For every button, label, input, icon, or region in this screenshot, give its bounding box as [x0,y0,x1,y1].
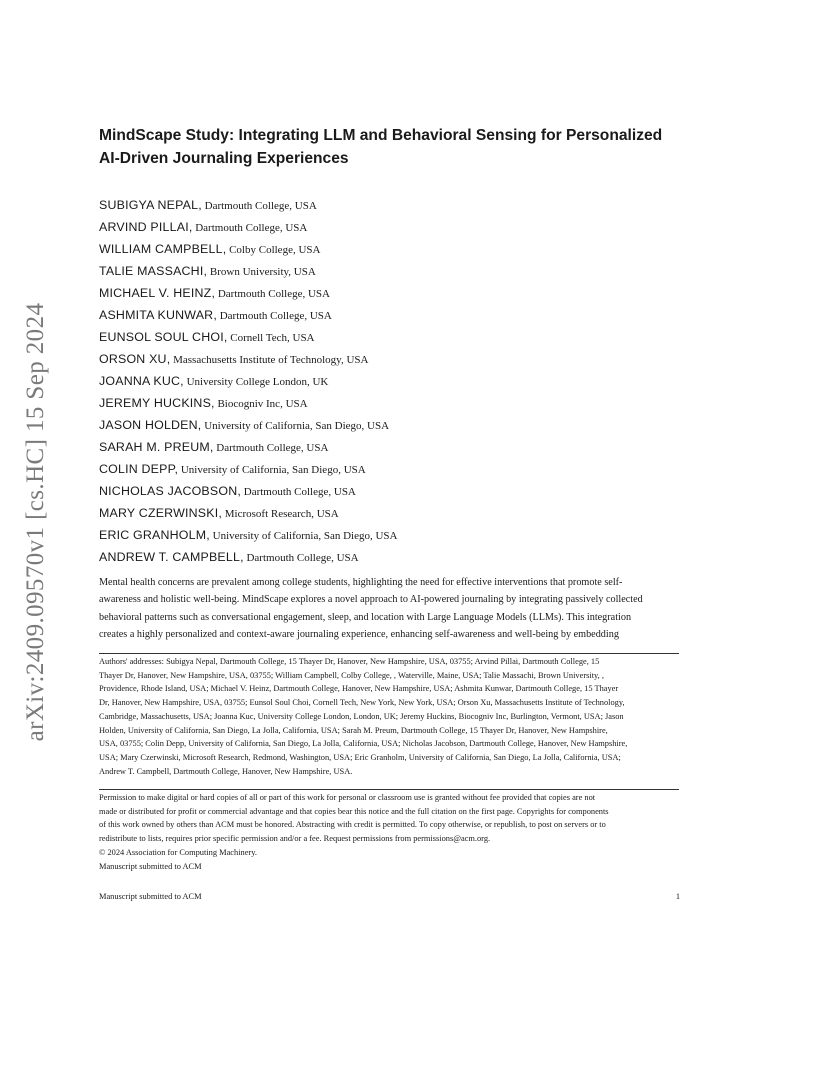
author-name: NICHOLAS JACOBSON, [99,484,241,498]
address-line: Dr, Hanover, New Hampshire, USA, 03755; Eunsol Soul Choi, Cornell Tech, New York, New York, USA; Orson Xu, Massachusetts Institute of Technology, [99,698,625,708]
permission-notice [99,791,679,873]
address-line: Thayer Dr, Hanover, New Hampshire, USA, 03755; William Campbell, Colby College, , Waterville, Maine, USA; Talie Massachi, Brown University, , [99,670,604,680]
author-entry [99,546,397,568]
author-affiliation: University College London, UK [183,376,329,388]
author-name: TALIE MASSACHI, [99,264,208,278]
author-entry [99,194,397,216]
abstract [99,574,679,643]
arxiv-identifier: arXiv:2409.09570v1 [cs.HC] 15 Sep 2024 [22,302,49,742]
author-name: ORSON XU, [99,352,171,366]
author-entry [99,502,397,524]
author-entry [99,216,397,238]
submission-line: Manuscript submitted to ACM [99,861,202,871]
author-name: ARVIND PILLAI, [99,220,193,234]
author-name: JASON HOLDEN, [99,418,202,432]
author-name: ERIC GRANHOLM, [99,528,210,542]
permission-line: Permission to make digital or hard copies of all or part of this work for personal or classroom use is granted without fee provided that copies are not [99,793,596,802]
address-line: USA; Mary Czerwinski, Microsoft Research, Redmond, Washington, USA; Eric Granholm, University of California, San Diego, La Jolla, California, USA; [99,752,621,762]
author-affiliation: Microsoft Research, USA [222,508,339,520]
author-name: JEREMY HUCKINS, [99,396,215,410]
page-number: 1 [675,892,680,901]
authors-addresses [99,655,679,778]
author-entry [99,260,397,282]
author-entry [99,414,397,436]
permission-divider [99,789,679,790]
author-entry [99,370,397,392]
author-affiliation: Brown University, USA [207,266,316,278]
author-entry [99,392,397,414]
author-name: MARY CZERWINSKI, [99,506,222,520]
address-line: Authors' addresses: Subigya Nepal, Dartmouth College, 15 Thayer Dr, Hanover, New Hampshire, USA, 03755; Arvind Pillai, Dartmouth College, 15 [99,657,600,666]
author-name: SUBIGYA NEPAL, [99,198,202,212]
author-affiliation: Biocogniv Inc, USA [214,398,308,410]
permission-line: redistribute to lists, requires prior specific permission and/or a fee. Request permissions from permissions@acm.org. [99,834,491,844]
address-line: Cambridge, Massachusetts, USA; Joanna Kuc, University College London, London, UK; Jeremy Huckins, Biocogniv Inc, Burlington, Vermont, USA; Jason [99,711,624,721]
address-line: Providence, Rhode Island, USA; Michael V. Heinz, Dartmouth College, Hanover, New Hampshire, USA; Ashmita Kunwar, Dartmouth College, 15 Thayer [99,684,619,694]
author-affiliation: Massachusetts Institute of Technology, USA [170,354,369,366]
abstract-line: behavioral patterns such as conversational engagement, sleep, and location with Large Language Models (LLMs). This integration [99,611,632,623]
author-list [99,194,397,568]
author-name: EUNSOL SOUL CHOI, [99,330,228,344]
author-affiliation: Dartmouth College, USA [243,552,359,564]
author-name: ANDREW T. CAMPBELL, [99,550,244,564]
address-line: Holden, University of California, San Diego, La Jolla, California, USA; Sarah M. Preum, Dartmouth College, 15 Thayer Dr, Hanover, New Hampshire, [99,725,608,735]
author-name: COLIN DEPP, [99,462,179,476]
author-affiliation: Dartmouth College, USA [192,222,308,234]
author-affiliation: University of California, San Diego, USA [201,420,390,432]
author-affiliation: Dartmouth College, USA [215,288,330,300]
author-affiliation: Dartmouth College, USA [216,310,332,322]
author-name: JOANNA KUC, [99,374,184,388]
author-affiliation: University of California, San Diego, USA [209,530,398,542]
paper-title-line-2: AI-Driven Journaling Experiences [99,150,349,167]
author-affiliation: Colby College, USA [226,244,321,256]
author-entry [99,282,397,304]
author-affiliation: University of California, San Diego, USA [178,464,366,476]
permission-line: of this work owned by others than ACM must be honored. Abstracting with credit is permitted. To copy otherwise, or republish, to post on servers or to [99,820,606,830]
author-affiliation: Dartmouth College, USA [201,200,317,212]
addresses-divider [99,653,679,654]
address-line: Andrew T. Campbell, Dartmouth College, Hanover, New Hampshire, USA. [99,766,353,776]
abstract-line: awareness and holistic well-being. MindScape explores a novel approach to AI-powered journaling by integrating passively collected [99,594,643,606]
copyright-line: © 2024 Association for Computing Machinery. [99,847,257,857]
author-entry [99,304,397,326]
author-name: ASHMITA KUNWAR, [99,308,217,322]
author-affiliation: Dartmouth College, USA [213,442,329,454]
address-line: USA, 03755; Colin Depp, University of California, San Diego, La Jolla, California, USA; Nicholas Jacobson, Dartmouth College, Hanover, New Hampshire, [99,739,628,749]
footer-journal: Manuscript submitted to ACM [99,892,202,901]
author-affiliation: Cornell Tech, USA [227,332,315,344]
author-entry [99,524,397,546]
author-name: SARAH M. PREUM, [99,440,214,454]
paper-title-line-1: MindScape Study: Integrating LLM and Behavioral Sensing for Personalized [99,127,663,144]
author-entry [99,480,397,502]
abstract-line: creates a highly personalized and context-aware journaling experience, enhancing self-awareness and well-being by embedding [99,628,619,640]
author-entry [99,348,397,370]
author-entry [99,326,397,348]
author-entry [99,436,397,458]
author-affiliation: Dartmouth College, USA [241,486,356,498]
author-entry [99,458,397,480]
author-name: MICHAEL V. HEINZ, [99,286,216,300]
author-name: WILLIAM CAMPBELL, [99,242,227,256]
author-entry [99,238,397,260]
permission-line: made or distributed for profit or commercial advantage and that copies bear this notice and the full citation on the first page. Copyrights for components [99,806,609,816]
abstract-line: Mental health concerns are prevalent among college students, highlighting the need for effective interventions that promote self- [99,577,623,588]
paper-title [99,124,739,170]
